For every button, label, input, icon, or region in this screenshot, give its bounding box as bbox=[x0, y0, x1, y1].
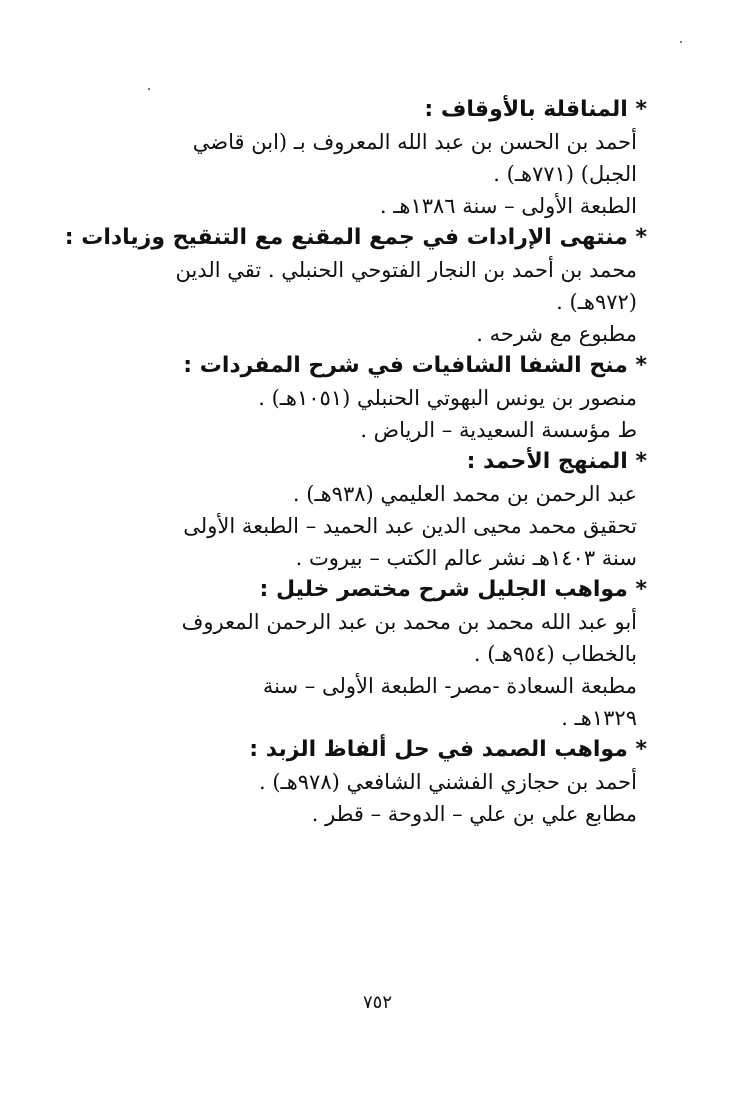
entry-line: مطبعة السعادة -مصر- الطبعة الأولى – سنة bbox=[262, 674, 637, 698]
entry-line: الطبعة الأولى – سنة ١٣٨٦هـ . bbox=[379, 194, 637, 218]
entry-line: أحمد بن الحسن بن عبد الله المعروف بـ (ابن قاضي bbox=[192, 130, 637, 154]
entry-line: (٩٧٢هـ) . bbox=[556, 290, 637, 314]
entry-title: * مواهب الجليل شرح مختصر خليل : bbox=[259, 577, 647, 602]
scan-speck bbox=[148, 88, 150, 90]
entry-title: * المنهج الأحمد : bbox=[466, 449, 647, 474]
entry-line: ١٣٢٩هـ . bbox=[561, 706, 637, 730]
entry-title: * المناقلة بالأوقاف : bbox=[424, 97, 647, 122]
scan-speck bbox=[680, 41, 682, 43]
entry-line: أحمد بن حجازي الفشني الشافعي (٩٧٨هـ) . bbox=[259, 770, 637, 794]
entry-line: بالخطاب (٩٥٤هـ) . bbox=[473, 642, 637, 666]
entry-title: * منتهى الإرادات في جمع المقنع مع التنقيح وزيادات : bbox=[64, 225, 647, 250]
entry-line: تحقيق محمد محيى الدين عبد الحميد – الطبعة الأولى bbox=[183, 514, 637, 538]
entry-line: محمد بن أحمد بن النجار الفتوحي الحنبلي . تقي الدين bbox=[175, 258, 637, 282]
entry-line: الجبل) (٧٧١هـ) . bbox=[493, 162, 637, 186]
entry-line: أبو عبد الله محمد بن محمد بن عبد الرحمن المعروف bbox=[181, 610, 637, 634]
entry-line: سنة ١٤٠٣هـ نشر عالم الكتب – بيروت . bbox=[295, 546, 637, 570]
entry-line: ط مؤسسة السعيدية – الرياض . bbox=[360, 418, 637, 442]
entry-title: * مواهب الصمد في حل ألفاظ الزبد : bbox=[249, 737, 647, 762]
bibliography-list bbox=[64, 94, 647, 830]
page-number: ٧٥٢ bbox=[362, 992, 392, 1013]
bibliography-entry bbox=[107, 350, 647, 446]
entry-line: عبد الرحمن بن محمد العليمي (٩٣٨هـ) . bbox=[292, 482, 637, 506]
entry-title: * منح الشفا الشافيات في شرح المفردات : bbox=[183, 353, 647, 378]
entry-line: مطابع علي بن علي – الدوحة – قطر . bbox=[311, 802, 637, 826]
bibliography-entry bbox=[107, 734, 647, 830]
bibliography-entry bbox=[64, 222, 647, 350]
bibliography-entry bbox=[107, 94, 647, 222]
entry-line: مطبوع مع شرحه . bbox=[476, 322, 637, 346]
bibliography-entry bbox=[107, 574, 647, 734]
bibliography-entry bbox=[107, 446, 647, 574]
entry-line: منصور بن يونس البهوتي الحنبلي (١٠٥١هـ) . bbox=[258, 386, 637, 410]
